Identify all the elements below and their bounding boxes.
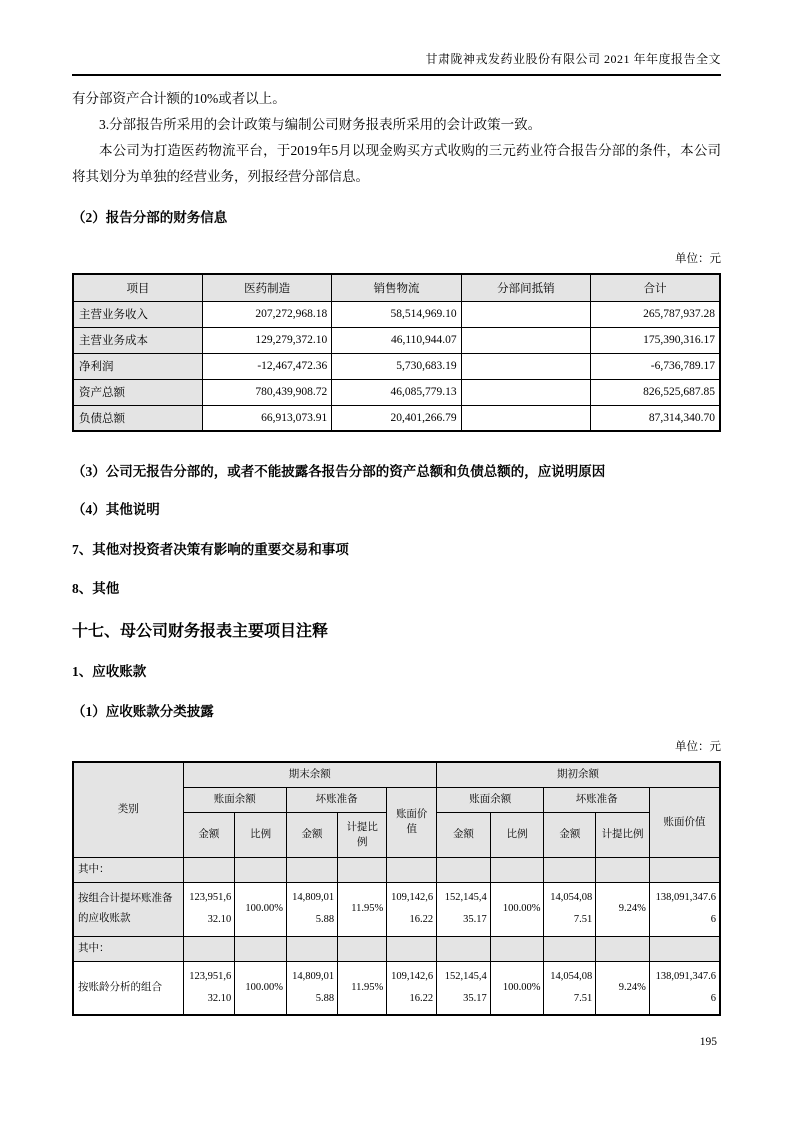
page-number: 195 bbox=[699, 1036, 717, 1048]
cell bbox=[490, 857, 544, 882]
column-header-book-balance: 账面余额 bbox=[437, 787, 544, 812]
row-label: 负债总额 bbox=[73, 405, 202, 431]
cell bbox=[183, 857, 235, 882]
cell: 66,913,073.91 bbox=[202, 405, 331, 431]
cell bbox=[287, 936, 338, 961]
cell: 100.00% bbox=[235, 961, 287, 1015]
table-row bbox=[73, 961, 720, 1015]
cell bbox=[338, 857, 387, 882]
column-header: 合计 bbox=[591, 274, 720, 301]
column-header: 医药制造 bbox=[202, 274, 331, 301]
cell bbox=[338, 936, 387, 961]
column-header-provision-ratio: 计提比例 bbox=[338, 812, 387, 857]
unit-label: 单位：元 bbox=[675, 253, 721, 265]
table-row bbox=[73, 936, 720, 961]
cell bbox=[649, 857, 720, 882]
cell bbox=[490, 936, 544, 961]
table-header-row bbox=[73, 274, 720, 301]
column-header-bad-debt: 坏账准备 bbox=[287, 787, 387, 812]
column-header-amount: 金额 bbox=[437, 812, 491, 857]
cell: 100.00% bbox=[490, 961, 544, 1015]
table-row bbox=[73, 882, 720, 936]
cell: 123,951,632.10 bbox=[183, 882, 235, 936]
cell: 14,809,015.88 bbox=[287, 882, 338, 936]
cell: 123,951,632.10 bbox=[183, 961, 235, 1015]
cell: 129,279,372.10 bbox=[202, 327, 331, 353]
paragraph: 本公司为打造医药物流平台，于2019年5月以现金购买方式收购的三元药业符合报告分部的条件，本公司将其划分为单独的经营业务，列报经营分部信息。 bbox=[72, 143, 721, 184]
cell bbox=[461, 379, 590, 405]
heading-accounts-receivable: 1、应收账款 bbox=[72, 664, 147, 679]
cell bbox=[544, 936, 596, 961]
column-header-bad-debt: 坏账准备 bbox=[544, 787, 649, 812]
unit-label: 单位：元 bbox=[675, 741, 721, 753]
column-header-ratio: 比例 bbox=[235, 812, 287, 857]
cell: 46,110,944.07 bbox=[332, 327, 461, 353]
heading-receivable-classification: （1）应收账款分类披露 bbox=[72, 704, 214, 719]
cell bbox=[287, 857, 338, 882]
cell: 11.95% bbox=[338, 961, 387, 1015]
cell bbox=[183, 936, 235, 961]
cell: 87,314,340.70 bbox=[591, 405, 720, 431]
intro-paragraphs bbox=[72, 86, 721, 190]
cell: 100.00% bbox=[235, 882, 287, 936]
heading-other-notes: （4）其他说明 bbox=[72, 502, 160, 517]
cell bbox=[544, 857, 596, 882]
row-label: 主营业务成本 bbox=[73, 327, 202, 353]
heading-no-segment-disclosure: （3）公司无报告分部的，或者不能披露各报告分部的资产总额和负债总额的，应说明原因 bbox=[72, 464, 606, 479]
cell: 58,514,969.10 bbox=[332, 301, 461, 327]
cell: 152,145,435.17 bbox=[437, 961, 491, 1015]
cell: 826,525,687.85 bbox=[591, 379, 720, 405]
row-label: 净利润 bbox=[73, 353, 202, 379]
table-row bbox=[73, 353, 720, 379]
cell: 207,272,968.18 bbox=[202, 301, 331, 327]
cell bbox=[461, 353, 590, 379]
row-label: 按账龄分析的组合 bbox=[73, 961, 183, 1015]
column-header-book-balance: 账面余额 bbox=[183, 787, 287, 812]
cell: 14,809,015.88 bbox=[287, 961, 338, 1015]
cell bbox=[387, 936, 437, 961]
cell: 152,145,435.17 bbox=[437, 882, 491, 936]
table-row bbox=[73, 405, 720, 431]
column-header: 项目 bbox=[73, 274, 202, 301]
table-row bbox=[73, 857, 720, 882]
row-label: 按组合计提坏账准备的应收账款 bbox=[73, 882, 183, 936]
page-header bbox=[72, 50, 721, 76]
cell: 9.24% bbox=[596, 961, 650, 1015]
column-header-book-value: 账面价值 bbox=[649, 787, 720, 857]
table-row bbox=[73, 379, 720, 405]
heading-parent-company-notes: 十七、母公司财务报表主要项目注释 bbox=[72, 623, 329, 640]
cell: 5,730,683.19 bbox=[332, 353, 461, 379]
cell bbox=[461, 327, 590, 353]
cell: 100.00% bbox=[490, 882, 544, 936]
table-row bbox=[73, 327, 720, 353]
cell: 265,787,937.28 bbox=[591, 301, 720, 327]
cell: 11.95% bbox=[338, 882, 387, 936]
cell: 138,091,347.66 bbox=[649, 882, 720, 936]
table-row bbox=[73, 301, 720, 327]
cell: 9.24% bbox=[596, 882, 650, 936]
column-header: 分部间抵销 bbox=[461, 274, 590, 301]
row-label: 资产总额 bbox=[73, 379, 202, 405]
cell: 138,091,347.66 bbox=[649, 961, 720, 1015]
cell bbox=[235, 857, 287, 882]
column-header-category: 类别 bbox=[73, 762, 183, 857]
cell: 109,142,616.22 bbox=[387, 961, 437, 1015]
cell bbox=[461, 405, 590, 431]
column-header-ratio: 比例 bbox=[490, 812, 544, 857]
cell: 109,142,616.22 bbox=[387, 882, 437, 936]
cell: 20,401,266.79 bbox=[332, 405, 461, 431]
cell bbox=[387, 857, 437, 882]
segment-finance-table bbox=[72, 273, 721, 432]
cell bbox=[437, 936, 491, 961]
row-label: 其中： bbox=[73, 936, 183, 961]
cell bbox=[649, 936, 720, 961]
cell: 46,085,779.13 bbox=[332, 379, 461, 405]
receivables-table bbox=[72, 761, 721, 1016]
column-header-closing-balance: 期末余额 bbox=[183, 762, 437, 787]
cell bbox=[596, 936, 650, 961]
table-header-row bbox=[73, 762, 720, 787]
cell: 14,054,087.51 bbox=[544, 961, 596, 1015]
heading-other-important-transactions: 7、其他对投资者决策有影响的重要交易和事项 bbox=[72, 542, 349, 557]
column-header-book-value: 账面价值 bbox=[387, 787, 437, 857]
cell: -6,736,789.17 bbox=[591, 353, 720, 379]
cell bbox=[596, 857, 650, 882]
cell bbox=[235, 936, 287, 961]
heading-segment-financial-info: （2）报告分部的财务信息 bbox=[72, 210, 228, 225]
cell: 14,054,087.51 bbox=[544, 882, 596, 936]
column-header-amount: 金额 bbox=[544, 812, 596, 857]
column-header-amount: 金额 bbox=[287, 812, 338, 857]
column-header-amount: 金额 bbox=[183, 812, 235, 857]
paragraph: 3.分部报告所采用的会计政策与编制公司财务报表所采用的会计政策一致。 bbox=[99, 117, 542, 132]
cell bbox=[461, 301, 590, 327]
cell: 780,439,908.72 bbox=[202, 379, 331, 405]
heading-others: 8、其他 bbox=[72, 581, 120, 596]
cell bbox=[437, 857, 491, 882]
row-label: 主营业务收入 bbox=[73, 301, 202, 327]
row-label: 其中： bbox=[73, 857, 183, 882]
column-header-opening-balance: 期初余额 bbox=[437, 762, 720, 787]
cell: -12,467,472.36 bbox=[202, 353, 331, 379]
column-header: 销售物流 bbox=[332, 274, 461, 301]
cell: 175,390,316.17 bbox=[591, 327, 720, 353]
paragraph: 有分部资产合计额的10%或者以上。 bbox=[72, 91, 286, 106]
report-title: 甘肃陇神戎发药业股份有限公司 2021 年年度报告全文 bbox=[425, 52, 721, 66]
column-header-provision-ratio: 计提比例 bbox=[596, 812, 650, 857]
